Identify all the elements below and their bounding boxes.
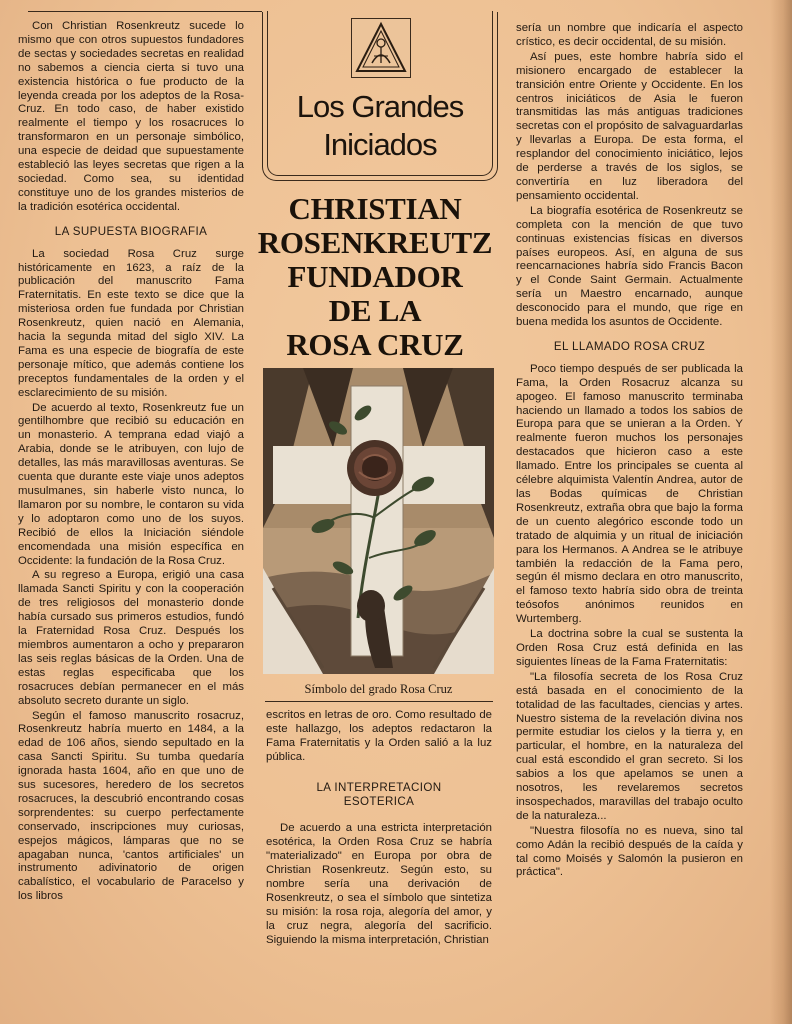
paragraph: Según el famoso manuscrito rosacruz, Rosenkreutz habría muerto en 1484, a la edad de 106 años, siendo sepultado en la casa Sancti Spiritu. Su tumba quedaría ignorada hasta 1604, año en que uno de sus sucesores, heredero de los secretos rosacruces, la descubrió encontrando cosas sorprendentes: su cuerpo perfectamente conservado, inscripciones muy curiosas, espejos mágicos, lámparas que no se apagaban nunca, 'cantos artificiales' un instrumento adivinatorio de origen cabalístico, el vocabulario de Paracelso y los libros xyxy=(18,709,244,903)
paragraph: Así pues, este hombre habría sido el misionero encargado de establecer la transición entre Oriente y Occidente. En los centros iniciáticos de Asia le fueron transmitidas las más antiguas tradiciones secretas con el propósito de salvaguardarlas y llevarlas a Europa. De esta forma, el resplandor del conocimiento iniciático, lejos de perderse a través de los siglos, se convertiría en luz liberadora del pensamiento occidental. xyxy=(516,50,743,202)
paragraph: Poco tiempo después de ser publicada la Fama, la Orden Rosacruz alcanza su apogeo. El famoso manuscrito terminaba haciendo un llamado a todos los sabios de Europa para que se unieran a la Orden. Y realmente fueron muchos los personajes destacados que hicieron caso a este llamado. Entre los principales se cuenta al célebre alquimista Valentín Andrea, autor de las Bodas químicas de Christian Rosenkreutz, extraña obra que bajo la forma de un cuento alegórico esconde todo un tratado de alquimia y un ritual de iniciación para los Hermanos. A Andrea se le atribuye también la redacción de la Fama pero, según él mismo declara en otro manuscrito, el famoso texto habría sido obra de treinta teósofos anónimos reunidos en Wurtemberg. xyxy=(516,362,743,626)
section-heading-llamado: EL LLAMADO ROSA CRUZ xyxy=(553,339,706,353)
article-title xyxy=(240,192,510,362)
intro-paragraph: Con Christian Rosenkreutz sucede lo mismo que con otros supuestos fundadores de sectas y sociedades secretas en realidad no sabemos a ciencia cierta si tuvo una existencia histórica o fue producto de la leyenda creada por los adeptos de la Rosa-Cruz. En todo caso, de haber existido realmente el tiempo y los rosacruces lo transformaron en un personaje simbólico, una especie de deidad que supuestamente estableció las leyes secretas que rigen a la sociedad. Como sea, su identidad constituye uno de los grandes misterios de la tradición esotérica occidental. xyxy=(18,20,244,213)
paragraph: La doctrina sobre la cual se sustenta la Orden Rosa Cruz está definida en las siguientes líneas de la Fama Fraternitatis: xyxy=(516,628,743,668)
section-heading-biografia: LA SUPUESTA BIOGRAFIA xyxy=(54,224,208,238)
section-heading-interpretacion: LA INTERPRETACION ESOTERICA xyxy=(316,780,442,808)
title-line: CHRISTIAN xyxy=(288,191,462,226)
title-line: ROSA CRUZ xyxy=(286,327,464,362)
figure-caption: Símbolo del grado Rosa Cruz xyxy=(304,682,453,696)
triangle-emblem-icon xyxy=(351,18,411,78)
series-header-box xyxy=(262,12,498,181)
paragraph: La biografía esotérica de Rosenkreutz se completa con la mención de que tuvo continuas existencias físicas en diversos países europeos. Así, en alguna de sus reencarnaciones habría sido Francis Bacon y el Conde Saint Germain. Actualmente sería un Maestro encarnado, aunque desconocido para el mundo, que rige en buena medida los asuntos de Occidente. xyxy=(516,204,743,329)
title-line: FUNDADOR xyxy=(287,259,463,294)
rose-cross-illustration xyxy=(263,368,494,674)
paragraph: De acuerdo al texto, Rosenkreutz fue un gentilhombre que recibió su educación en un monasterio. A temprana edad viajó a Arabia, donde se le atribuyen, con lujo de detalles, las más maravillosas aventuras. Se cuenta que durante este viaje unos adeptos musulmanes, sin haberle visto nunca, lo llamaron por su nombre, le contaron su vida y lo adoptaron como uno de los suyos. Recibió de ellos la Iniciación siéndole encomendada una misión específica en Occidente: la fundación de la Rosa Cruz. xyxy=(18,401,244,567)
title-line: DE LA xyxy=(328,293,422,328)
page-edge-shadow xyxy=(770,0,792,1024)
title-line: ROSENKREUTZ xyxy=(257,225,493,260)
paragraph: escritos en letras de oro. Como resultado de este hallazgo, los adeptos redactaron la Fama Fraternitatis y la Orden salió a la luz pública. xyxy=(266,709,492,763)
article-column-1 xyxy=(18,20,244,905)
paragraph: sería un nombre que indicaría el aspecto crístico, es decir occidental, de su misión. xyxy=(516,22,743,48)
paragraph: La sociedad Rosa Cruz surge históricamente en 1623, a raíz de la publicación del manuscrito Fama Fraternitatis. En este texto se dice que la misteriosa orden fue fundada por Christian Rosenkreutz, quien nació en Alemania, hacia la segunda mitad del siglo XIV. La Fama es una especie de biografía de este personaje mítico, que además contiene los preceptos fundamentales de la orden y el esclarecimiento de su misión. xyxy=(18,247,244,399)
article-column-3 xyxy=(516,22,743,881)
caption-rule xyxy=(265,701,493,702)
article-column-2 xyxy=(266,709,492,949)
series-title: Los Grandes Iniciados xyxy=(296,89,464,162)
quote-paragraph: "La filosofía secreta de los Rosa Cruz está basada en el conocimiento de la totalidad de las facultades, ciencias y artes. Nuestro sistema de la revelación divina nos permite estudiar los cielos y la tierra y, en particular, el hombre, en la naturaleza del cual está escondido el gran secreto. Si los sabios a los que apelamos se unen a nosotros, les revelaremos secretos insospechados, maravillas del trabajo oculto de la naturaleza... xyxy=(516,670,743,822)
paragraph: A su regreso a Europa, erigió una casa llamada Sancti Spiritu y con la cooperación de tres religiosos del monasterio donde había cursado sus primeros estudios, fundó la Fraternidad Rosa Cruz. Después los miembros aumentaron a ocho y prepararon las seis reglas básicas de la Orden. Una de estas reglas especificaba que los rosacruces debían permanecer en el más absoluto secreto durante un siglo. xyxy=(18,569,244,707)
paragraph: De acuerdo a una estricta interpretación esotérica, la Orden Rosa Cruz se habría "materializado" en Europa por obra de Christian Rosenkreutz. Según esto, su nombre sería una derivación de Rosenkreutz, o sea el símbolo que sintetiza su misión: la rosa roja, alegoría del amor, y la cruz negra, alegoría del sacrificio. Siguiendo la misma interpretación, Christian xyxy=(266,822,492,946)
top-rule xyxy=(28,11,262,12)
quote-paragraph: "Nuestra filosofía no es nueva, sino tal como Adán la recibió después de la caída y tal como Moisés y Salomón la pusieron en práctica". xyxy=(516,824,743,879)
